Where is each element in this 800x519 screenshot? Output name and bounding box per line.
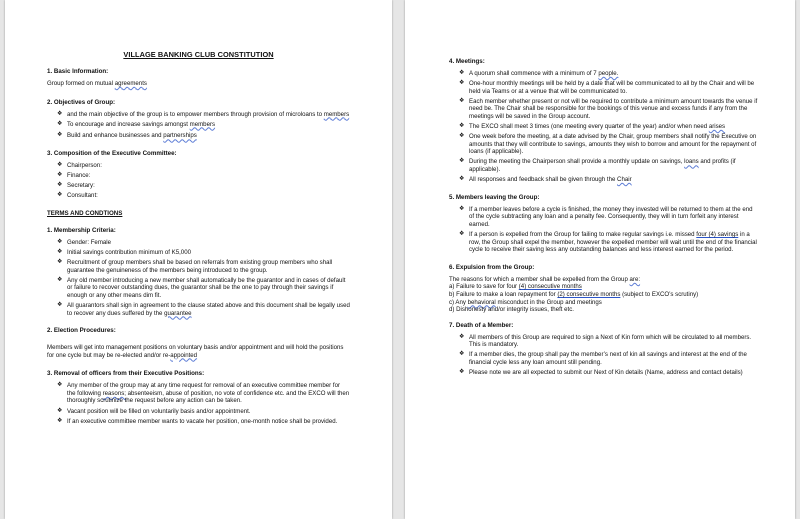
terms-and-conditions-heading: TERMS AND CONDTIONS bbox=[47, 209, 123, 217]
list-item: ❖ Chairperson: bbox=[57, 161, 102, 169]
list-item: ❖ All guarantors shall sign in agreement to the clause stated above and this document shall be legally used to recover any dues suffered by the guarantee bbox=[57, 301, 350, 317]
section-membership-criteria-heading: 1. Membership Criteria: bbox=[47, 226, 116, 234]
death-of-member-list bbox=[449, 334, 759, 377]
diamond-bullet-icon: ❖ bbox=[459, 369, 465, 376]
basic-information-text: Group formed on mutual agreements bbox=[47, 80, 147, 87]
list-item: ❖ Recruitment of group members shall be based on referrals from existing group members who shall guarantee the genuineness of the members being introduced to the group. bbox=[57, 258, 333, 274]
diamond-bullet-icon: ❖ bbox=[57, 301, 63, 308]
page-right-content bbox=[449, 58, 759, 382]
diamond-bullet-icon: ❖ bbox=[57, 407, 63, 414]
diamond-bullet-icon: ❖ bbox=[459, 123, 465, 130]
removal-of-officers-list bbox=[47, 382, 350, 425]
document-title: VILLAGE BANKING CLUB CONSTITUTION bbox=[123, 50, 274, 59]
expulsion-intro: The reasons for which a member shall be expelled from the Group are: bbox=[449, 275, 641, 283]
list-item: ❖ One week before the meeting, at a date advised by the Chair, group members shall notify the Executive on amounts that they will contribute to savings, amounts they wish to borrow and amount for the repayment of loans (if applicable). bbox=[459, 133, 757, 156]
membership-criteria-list bbox=[47, 239, 350, 317]
diamond-bullet-icon: ❖ bbox=[459, 158, 465, 165]
diamond-bullet-icon: ❖ bbox=[57, 161, 63, 168]
diamond-bullet-icon: ❖ bbox=[57, 132, 63, 139]
diamond-bullet-icon: ❖ bbox=[459, 80, 465, 87]
diamond-bullet-icon: ❖ bbox=[57, 248, 63, 255]
expulsion-reasons bbox=[449, 276, 759, 314]
list-item: ❖ To encourage and increase savings amongst members bbox=[57, 120, 216, 128]
members-leaving-list bbox=[449, 206, 759, 254]
section-basic-information-heading: 1. Basic Information: bbox=[47, 68, 109, 75]
election-procedures-text: Members will get into management positions on voluntary basis and/or appointment and will hold the positions for one cycle but may be re-elected and/or re-appointed bbox=[47, 344, 344, 359]
list-item: ❖ Any member of the group may at any time request for removal of an executive committee member for the following reasons; absenteeism, abuse of position, no vote of confidence etc. and the EXCO will then thoroughly scrutinize the request before any action can be taken. bbox=[57, 382, 350, 405]
expulsion-reason-a: a) Failure to save for four (4) consecutive months bbox=[449, 283, 582, 291]
list-item: ❖ Gender: Female bbox=[57, 238, 112, 246]
section-expulsion-heading: 6. Expulsion from the Group: bbox=[449, 263, 535, 271]
diamond-bullet-icon: ❖ bbox=[459, 231, 465, 237]
list-item: ❖ Vacant position will be filled on voluntarily basis and/or appointment. bbox=[57, 407, 251, 415]
list-item: ❖ If a person is expelled from the Group for failing to make regular savings i.e. missed four (4) savings in a row, the Group shall expel the member, however the expelled member will wait until the end of the financial cycle to receive their saving less any outstanding balances and less interest earned for the period. bbox=[459, 231, 757, 254]
section-members-leaving-heading: 5. Members leaving the Group: bbox=[449, 193, 540, 201]
list-item: ❖ Build and enhance businesses and partnerships bbox=[57, 132, 197, 140]
document-page-right bbox=[405, 0, 795, 519]
list-item: ❖ Secretary: bbox=[57, 182, 95, 190]
list-item: ❖ Each member whether present or not will be required to contribute a minimum amount towards the venue if need be. The Chair shall be responsible for the bookings of this venue and excess funds if any from the meetings will be saved in the Group account. bbox=[459, 97, 758, 120]
executive-committee-list bbox=[47, 162, 350, 200]
list-item: ❖ Any old member introducing a new member shall automatically be the guarantor and in cases of default or failure to recover outstanding dues, the guarantor shall be the one to pay through their savings if enough or any other means dim fit. bbox=[57, 276, 346, 299]
list-item: ❖ Please note we are all expected to submit our Next of Kin details (Name, address and contact details) bbox=[459, 369, 743, 377]
diamond-bullet-icon: ❖ bbox=[57, 182, 63, 189]
objectives-list bbox=[47, 111, 350, 140]
diamond-bullet-icon: ❖ bbox=[57, 417, 63, 424]
diamond-bullet-icon: ❖ bbox=[57, 238, 63, 245]
meetings-list bbox=[449, 70, 759, 184]
diamond-bullet-icon: ❖ bbox=[57, 171, 63, 178]
section-objectives-heading: 2. Objectives of Group: bbox=[47, 98, 116, 106]
list-item: ❖ All members of this Group are required to sign a Next of Kin form which will be circulated to all members. This is mandatory. bbox=[459, 333, 752, 349]
list-item: ❖ The EXCO shall meet 3 times (one meeting every quarter of the year) and/or when need arises bbox=[459, 123, 726, 131]
diamond-bullet-icon: ❖ bbox=[57, 192, 63, 199]
diamond-bullet-icon: ❖ bbox=[459, 333, 465, 340]
section-death-of-member-heading: 7. Death of a Member: bbox=[449, 321, 514, 329]
diamond-bullet-icon: ❖ bbox=[57, 382, 63, 389]
list-item: ❖ If a member dies, the group shall pay the member’s next of kin all savings and interest at the end of the financial cycle less any loan amount still pending. bbox=[459, 351, 747, 367]
section-election-procedures-heading: 2. Election Procedures: bbox=[47, 327, 116, 335]
diamond-bullet-icon: ❖ bbox=[57, 110, 63, 117]
list-item: ❖ Consultant: bbox=[57, 192, 98, 200]
expulsion-reason-d: d) Dishonesty and/or integrity issues, theft etc. bbox=[449, 306, 574, 314]
diamond-bullet-icon: ❖ bbox=[57, 276, 63, 283]
list-item: ❖ All responses and feedback shall be given through the Chair bbox=[459, 176, 632, 184]
expulsion-reason-b: b) Failure to make a loan repayment for (2) consecutive months (subject to EXCO’s scrutiny) bbox=[449, 290, 699, 298]
diamond-bullet-icon: ❖ bbox=[459, 176, 465, 183]
diamond-bullet-icon: ❖ bbox=[459, 133, 465, 140]
diamond-bullet-icon: ❖ bbox=[57, 258, 63, 265]
diamond-bullet-icon: ❖ bbox=[459, 351, 465, 358]
list-item: ❖ Finance: bbox=[57, 171, 91, 179]
section-removal-of-officers-heading: 3. Removal of officers from their Executive Positions: bbox=[47, 370, 205, 378]
diamond-bullet-icon: ❖ bbox=[57, 120, 63, 127]
section-executive-committee-heading: 3. Composition of the Executive Committee: bbox=[47, 149, 177, 157]
list-item: ❖ If an executive committee member wants to vacate her position, one-month notice shall be provided. bbox=[57, 417, 338, 425]
section-meetings-heading: 4. Meetings: bbox=[449, 58, 485, 65]
page-left-content bbox=[47, 50, 350, 430]
list-item: ❖ If a member leaves before a cycle is finished, the money they invested will be returned to them at the end of the cycle subtracting any loan and a penalty fee. Consequently, they will in turn forfeit any interest earned. bbox=[459, 205, 753, 228]
expulsion-reason-c: c) Any behavioral misconduct in the Group and meetings bbox=[449, 298, 602, 306]
diamond-bullet-icon: ❖ bbox=[459, 97, 465, 104]
diamond-bullet-icon: ❖ bbox=[459, 70, 465, 76]
list-item: ❖ Initial savings contribution minimum of K5,000 bbox=[57, 248, 191, 256]
list-item: ❖ During the meeting the Chairperson shall provide a monthly update on savings, loans and profits (if applicable). bbox=[459, 158, 736, 174]
document-page-left bbox=[5, 0, 392, 519]
list-item: ❖ One-hour monthly meetings will be held by a date that will be communicated to all by the Chair and will be held via Teams or at a venue that will be communicated to. bbox=[459, 80, 755, 95]
list-item: ❖ and the main objective of the group is to empower members through provision of microloans to members bbox=[57, 110, 350, 118]
list-item: ❖ A quorum shall commence with a minimum of 7 people. bbox=[459, 70, 619, 77]
diamond-bullet-icon: ❖ bbox=[459, 205, 465, 212]
